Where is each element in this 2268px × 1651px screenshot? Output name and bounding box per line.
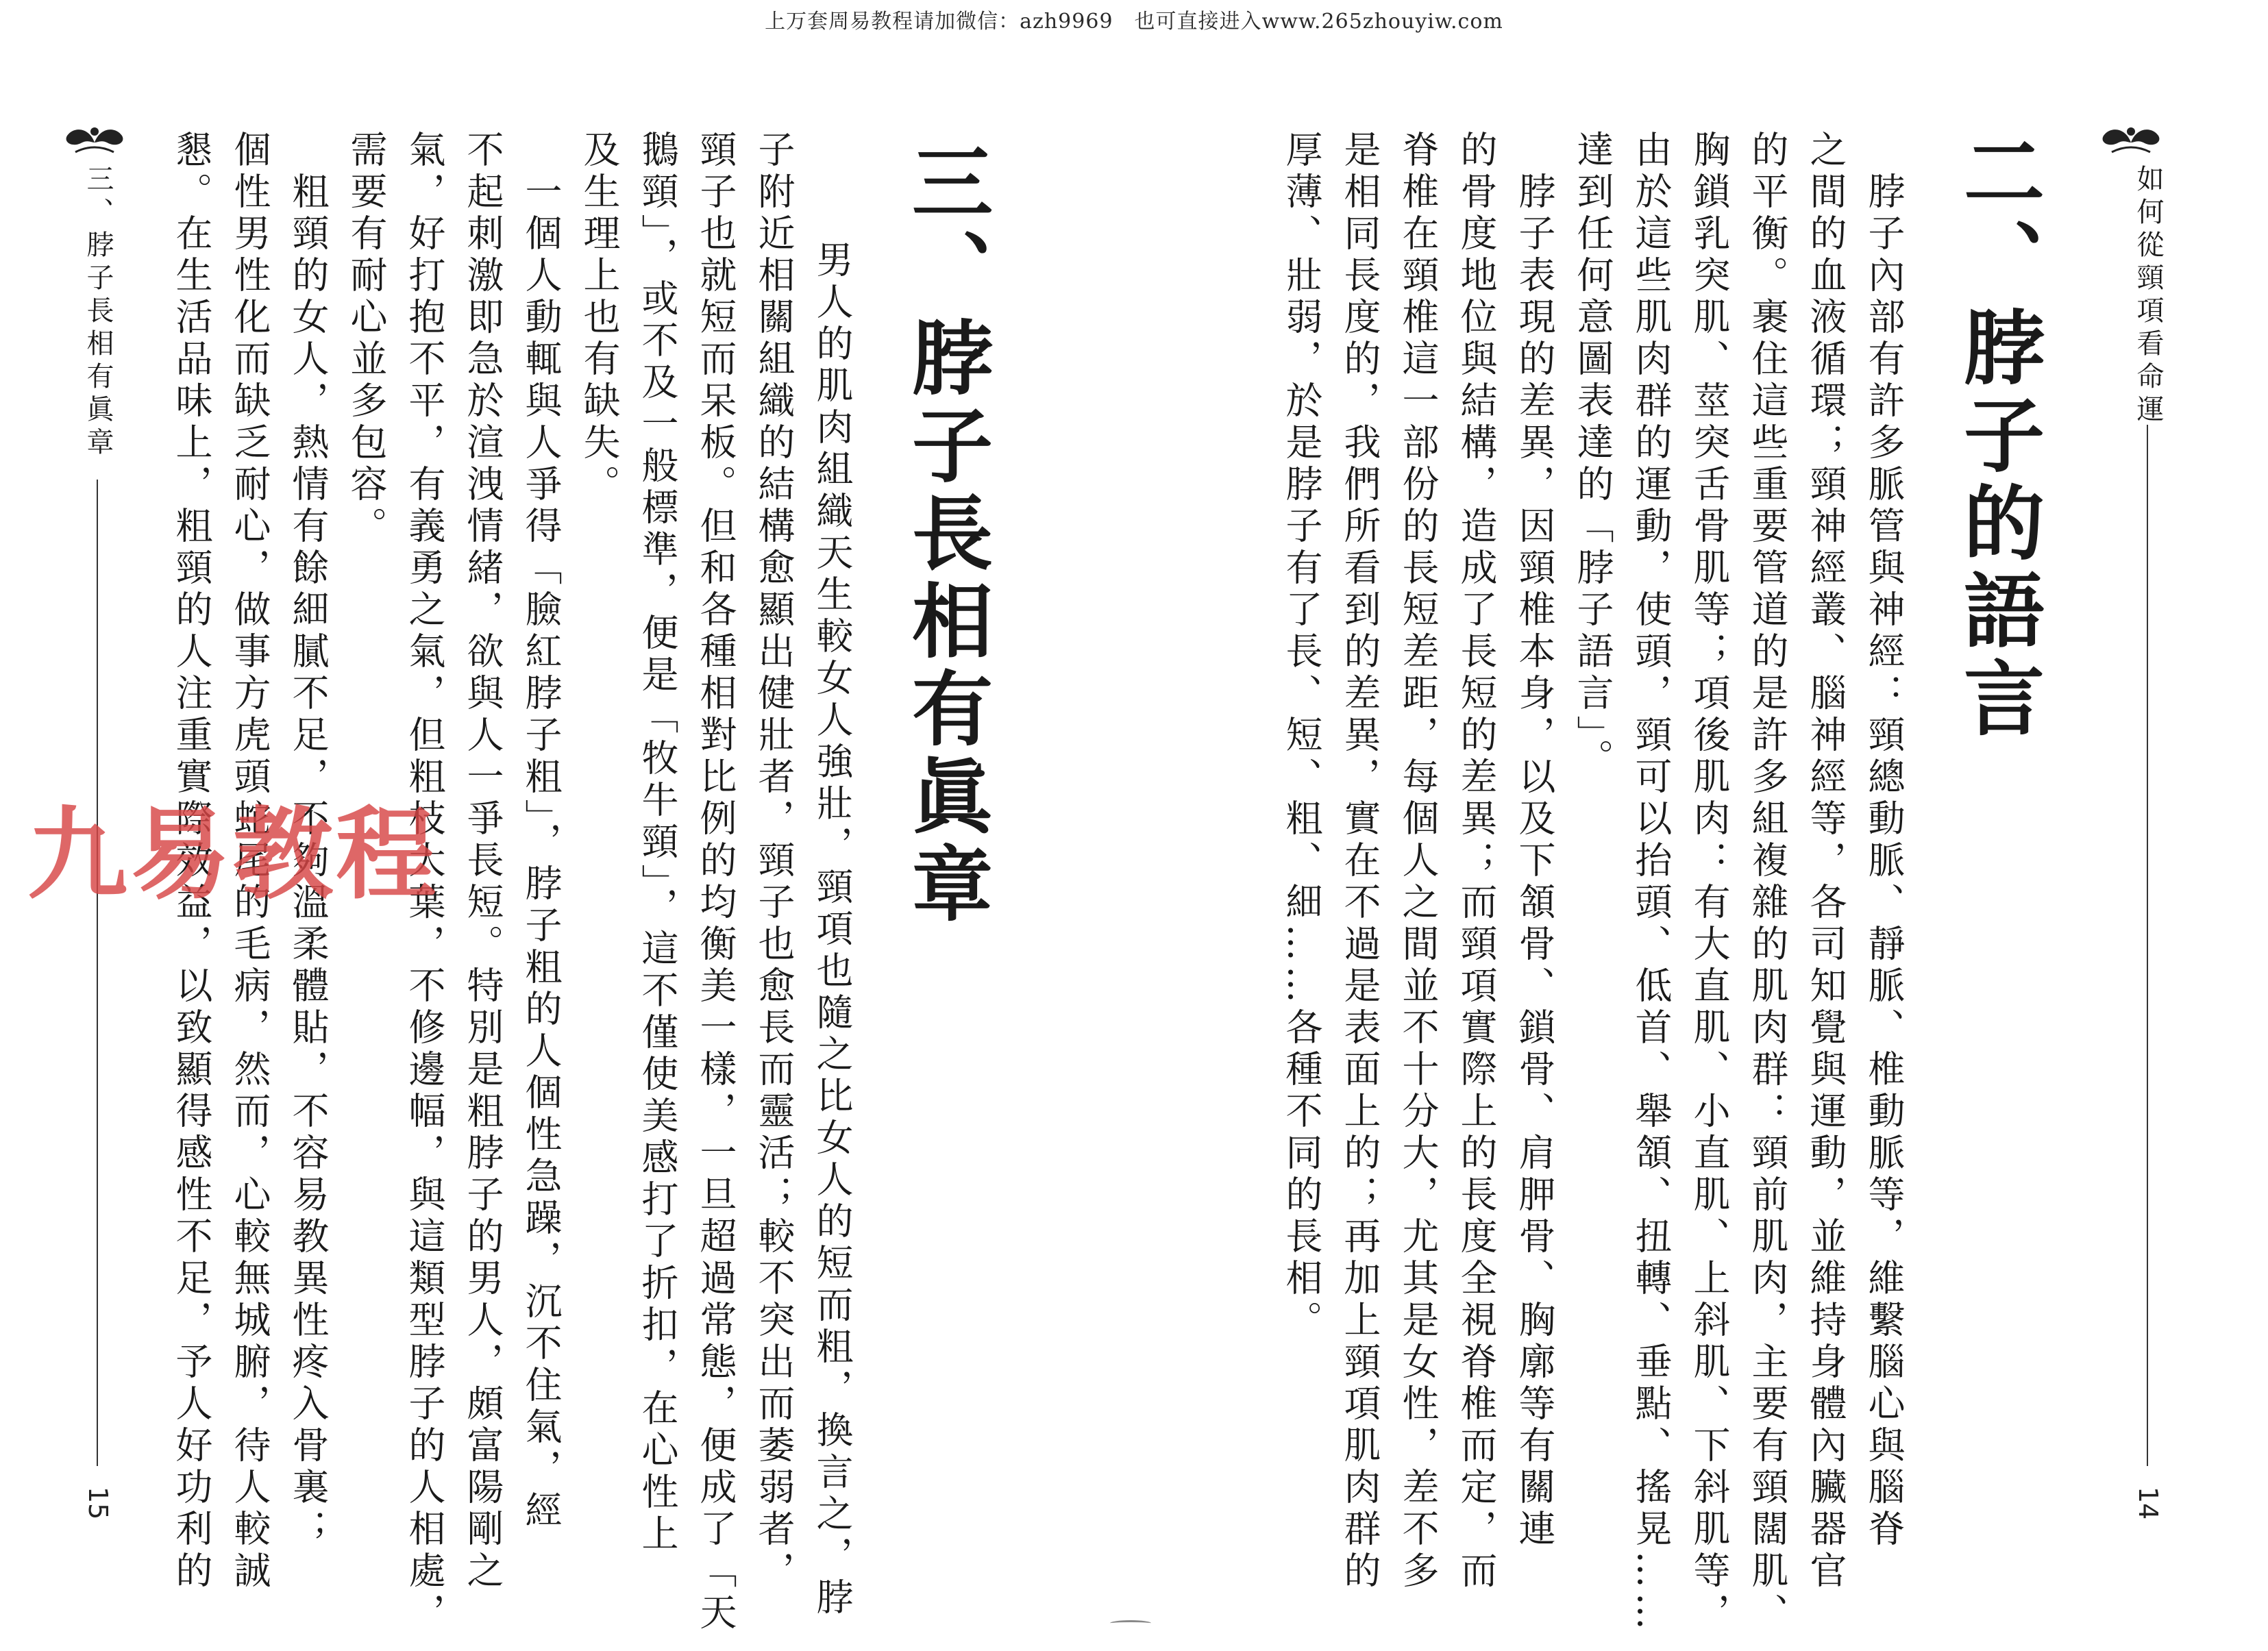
paragraph-line-l1: 男人的肌肉組織天生較女人強壯，頸項也隨之比女人的短而粗，換言之，脖 — [811, 199, 854, 1619]
paragraph-line-r11: 厚薄、壯弱，於是脖子有了長、短、粗、細……各種不同的長相。 — [1280, 130, 1323, 1342]
paragraph-line-l2: 子附近相關組織的結構愈顯出健壯者，頸子也愈長而靈活；較不突出而萎弱者， — [752, 130, 796, 1593]
paragraph-line-l6: 一個人動輒與人爭得「臉紅脖子粗」，脖子粗的人個性急躁，沉不住氣，經 — [519, 130, 563, 1532]
paragraph-line-r9: 脊椎在頸椎這一部份的長短差距，每個人之間並不十分大，尤其是女性，差不多 — [1396, 130, 1440, 1593]
chapter-title-left: 三、脖子長相有眞章 — [898, 140, 993, 930]
paragraph-line-r3: 的平衡。裹住這些重要管道的是許多組複雜的肌肉群：頸前肌肉，主要有頸闊肌、 — [1746, 130, 1789, 1635]
paragraph-line-l8: 氣，好打抱不平，有義勇之氣，但粗枝大葉，不修邊幅，與這類型脖子的人相處， — [403, 130, 446, 1635]
chapter-title-right: 二、脖子的語言 — [1950, 130, 2045, 744]
paragraph-line-r2: 之間的血液循環；頸神經叢、腦神經等，各司知覺與運動，並維持身體內臟器官 — [1804, 130, 1847, 1593]
paragraph-line-l3: 頸子也就短而呆板。但和各種相對比例的均衡美一樣，一旦超過常態，便成了「天 — [694, 130, 737, 1635]
header-banner: 上万套周易教程请加微信：azh9969 也可直接进入www.265zhouyiw.com — [765, 10, 1503, 34]
paragraph-line-r7: 脖子表現的差異，因頸椎本身，以及下頷骨、鎖骨、肩胛骨、胸廓等有關連 — [1513, 130, 1556, 1551]
paragraph-line-l10: 粗頸的女人，熱情有餘細膩不足，不夠溫柔體貼，不容易教異性疼入骨裏； — [286, 130, 330, 1551]
paragraph-line-l4: 鵝頸」，或不及一般標準，便是「牧牛頸」，這不僅使美感打了折扣，在心性上 — [636, 130, 679, 1556]
paragraph-line-r4: 胸鎖乳突肌、莖突舌骨肌等；項後肌肉：有大直肌、小直肌、上斜肌、下斜肌等， — [1688, 130, 1731, 1635]
flourish-ornament-right — [2098, 122, 2164, 159]
paragraph-line-r1: 脖子內部有許多脈管與神經：頸總動脈、靜脈、椎動脈等，維繫腦心與腦脊 — [1862, 130, 1906, 1551]
paragraph-line-l11: 個性男性化而缺乏耐心，做事方虎頭蛇尾的毛病，然而，心較無城腑，待人較誠 — [228, 130, 271, 1593]
paragraph-line-l5: 及生理上也有缺失。 — [578, 130, 621, 506]
scan-mark — [1110, 1620, 1151, 1626]
page-number-left: 15 — [83, 1487, 113, 1520]
paragraph-line-r6: 達到任何意圖表達的「脖子語言」。 — [1571, 130, 1614, 780]
running-head-left: 三、脖子長相有眞章 — [82, 164, 114, 460]
margin-rule-left — [97, 480, 98, 1466]
margin-rule-right — [2147, 425, 2148, 1466]
paragraph-line-l9: 需要有耐心並多包容。 — [345, 130, 388, 548]
flourish-ornament-left — [62, 122, 127, 159]
watermark-logo: 九易教程 — [27, 797, 439, 913]
paragraph-line-l7: 不起刺激即急於渲洩情緒，欲與人一爭長短。特別是粗脖子的男人，頗富陽剛之 — [461, 130, 504, 1593]
running-head-right: 如何從頸項看命運 — [2132, 164, 2164, 427]
paragraph-line-r8: 的骨度地位與結構，造成了長短的差異；而頸項實際上的長度全視脊椎而定，而 — [1455, 130, 1498, 1593]
paragraph-line-r5: 由於這些肌肉群的運動，使頭，頸可以抬頭、低首、舉頷、扭轉、垂點、搖晃…… — [1629, 130, 1673, 1635]
paragraph-line-l12: 懇。在生活品味上，粗頸的人注重實際效益，以致顯得感性不足，予人好功利的 — [170, 130, 213, 1593]
page-number-right: 14 — [2133, 1487, 2163, 1520]
paragraph-line-r10: 是相同長度的，我們所看到的差異，實在不過是表面上的；再加上頸項肌肉群的 — [1338, 130, 1381, 1593]
